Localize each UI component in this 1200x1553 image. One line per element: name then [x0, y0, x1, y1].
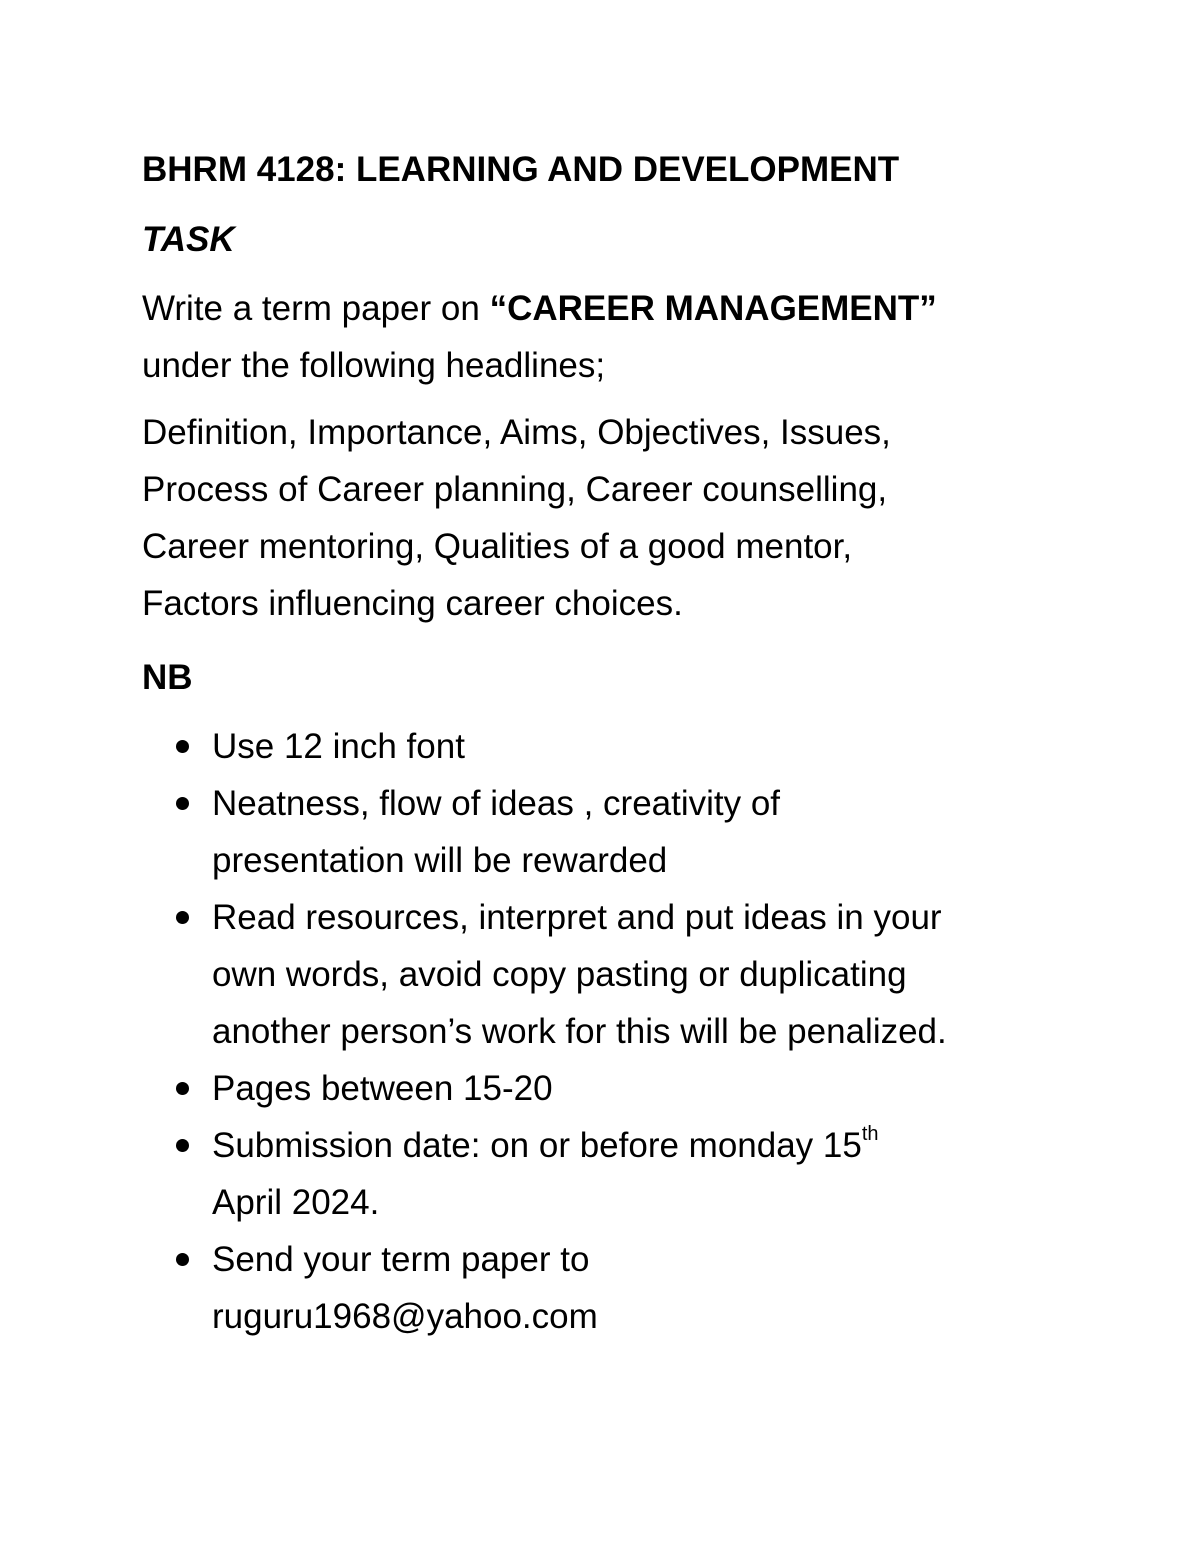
nb-list [142, 718, 1092, 1345]
headline-line: Process of Career planning, Career counselling, [142, 470, 888, 509]
task-intro-prefix: Write a term paper on [142, 289, 490, 328]
list-item-text: Send your term paper to [212, 1240, 590, 1279]
list-item-text: own words, avoid copy pasting or duplicating [212, 955, 907, 994]
ordinal-suffix: th [861, 1123, 879, 1146]
task-heading: TASK [142, 220, 235, 259]
headlines-list [142, 404, 1092, 632]
list-item-text: Use 12 inch font [212, 727, 465, 766]
task-intro [142, 280, 1092, 394]
task-intro-line2: under the following headlines; [142, 346, 606, 385]
list-item-text: Read resources, interpret and put ideas in your [212, 898, 942, 937]
list-item-text: Submission date: on or before monday 15 [212, 1126, 862, 1165]
bullet-icon [176, 797, 189, 810]
list-item-submission-date [142, 1117, 1092, 1231]
list-item-send [142, 1231, 1092, 1345]
term-paper-topic: “CAREER MANAGEMENT” [489, 289, 937, 328]
bullet-icon [176, 1139, 189, 1152]
bullet-icon [176, 1082, 189, 1095]
list-item-font [142, 718, 1092, 775]
list-item-pages [142, 1060, 1092, 1117]
page-title: BHRM 4128: LEARNING AND DEVELOPMENT [142, 150, 900, 189]
list-item-text: April 2024. [212, 1183, 380, 1222]
bullet-icon [176, 1253, 189, 1266]
bullet-icon [176, 911, 189, 924]
document-page [142, 146, 1092, 1345]
list-item-text: Pages between 15-20 [212, 1069, 553, 1108]
email-address: ruguru1968@yahoo.com [212, 1297, 598, 1336]
list-item-text: presentation will be rewarded [212, 841, 668, 880]
bullet-icon [176, 740, 189, 753]
headline-line: Factors influencing career choices. [142, 584, 683, 623]
list-item-text: another person’s work for this will be penalized. [212, 1012, 947, 1051]
list-item-text: Neatness, flow of ideas , creativity of [212, 784, 781, 823]
headline-line: Career mentoring, Qualities of a good mentor, [142, 527, 853, 566]
list-item-resources [142, 889, 1092, 1060]
list-item-neatness [142, 775, 1092, 889]
headline-line: Definition, Importance, Aims, Objectives, Issues, [142, 413, 891, 452]
nb-heading: NB [142, 658, 193, 697]
